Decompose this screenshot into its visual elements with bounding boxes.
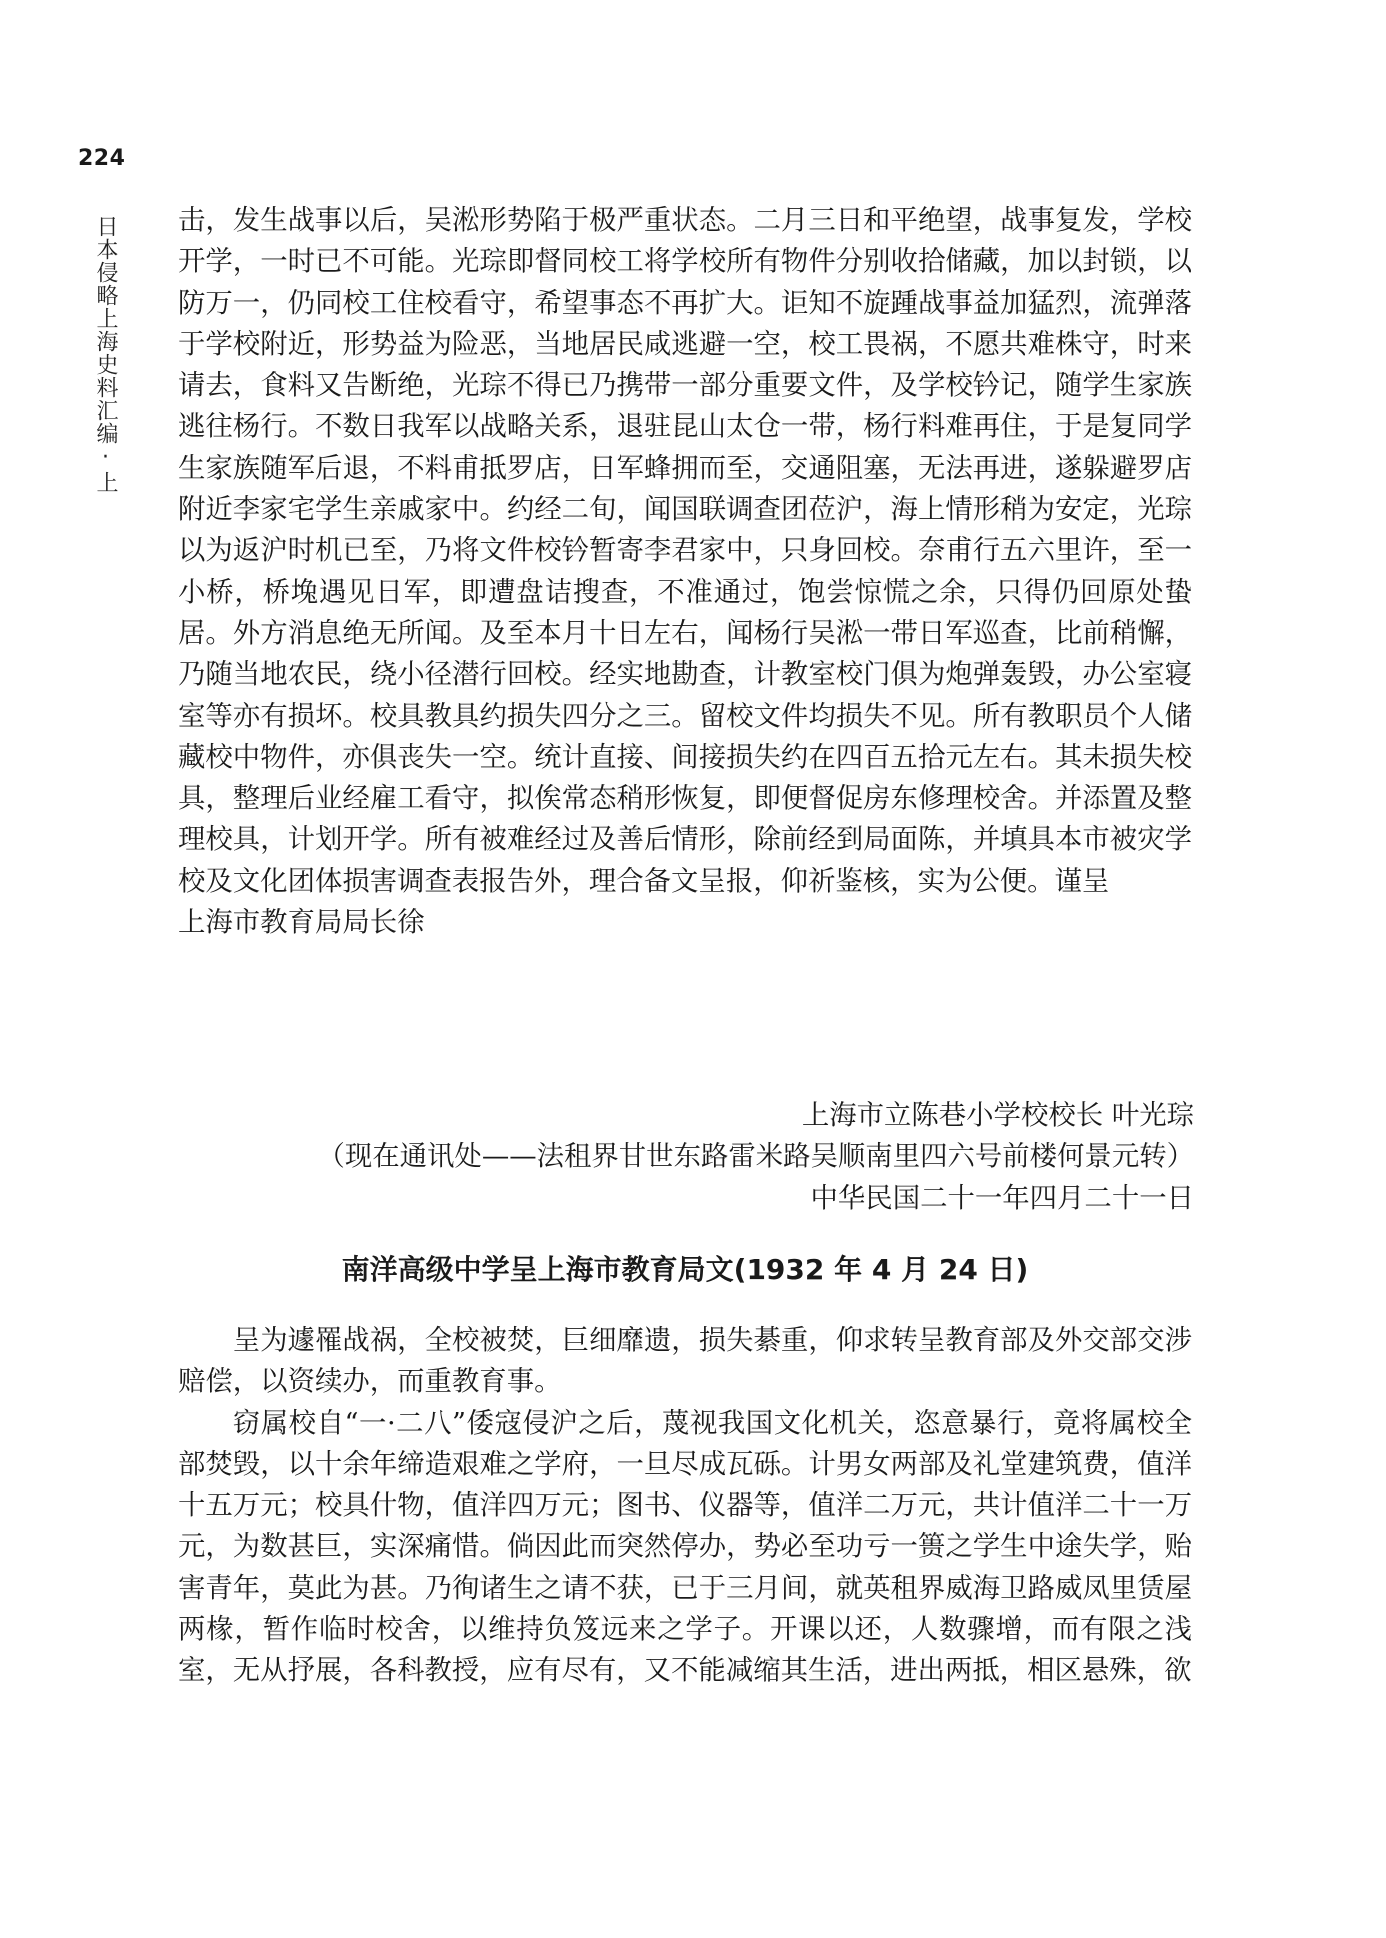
letter-1-signature: 上海市立陈巷小学校校长 叶光琮 (801, 1100, 1194, 1131)
letter-1-body: 击，发生战事以后，吴淞形势陷于极严重状态。二月三日和平绝望，战事复发，学校开学，一时已不可能。光琮即督同校工将学校所有物件分别收拾储藏，加以封锁，以防万一，仍同校工住校看守，希望事态不再扩大。讵知不旋踵战事益加猛烈，流弹落于学校附近，形势益为险恶，当地居民咸逃避一空，校工畏祸，不愿共难株守，时来请去，食料又告断绝，光琮不得已乃携带一部分重要文件，及学校钤记，随学生家族逃往杨行。不数日我军以战略关系，退驻昆山太仓一带，杨行料难再住，于是复同学生家族随军后退，不料甫抵罗店，日军蜂拥而至，交通阻塞，无法再进，遂躲避罗店附近李家宅学生亲戚家中。约经二旬，闻国联调查团莅沪，海上情形稍为安定，光琮以为返沪时机已至，乃将文件校钤暂寄李君家中，只身回校。奈甫行五六里许，至一小桥，桥堍遇见日军，即遭盘诘搜查，不准通过，饱尝惊慌之余，只得仍回原处蛰居。外方消息绝无所闻。及至本月十日左右，闻杨行吴淞一带日军巡查，比前稍懈，乃随当地农民，绕小径潜行回校。经实地勘查，计教室校门俱为炮弹轰毁，办公室寝室等亦有损坏。校具教具约损失四分之三。留校文件均损失不见。所有教职员个人储藏校中物件，亦俱丧失一空。统计直接、间接损失约在四百五拾元左右。其未损失校具，整理后业经雇工看守，拟俟常态稍形恢复，即便督促房东修理校舍。并添置及整理校具，计划开学。所有被难经过及善后情形，除前经到局面陈，并填具本市被灾学校及文化团体损害调查表报告外，理合备文呈报，仰祈鉴核，实为公便。谨呈 (178, 205, 1192, 897)
letter-1-contact: （现在通讯处——法租界甘世东路雷米路吴顺南里四六号前楼何景元转） (317, 1141, 1194, 1173)
running-head: 日本侵略上海史料汇编·上 (93, 215, 118, 494)
letter-1-addressee: 上海市教育局局长徐 (178, 907, 425, 939)
letter-1-date: 中华民国二十一年四月二十一日 (810, 1182, 1194, 1214)
letter-2 (178, 1320, 1192, 1692)
page-number: 224 (78, 146, 126, 171)
letter-2-summary: 呈为遽罹战祸，全校被焚，巨细靡遗，损失綦重，仰求转呈教育部及外交部交涉赔偿，以资续办，而重教育事。 (178, 1325, 1192, 1398)
letter-2-title: 南洋高级中学呈上海市教育局文(1932 年 4 月 24 日) (341, 1253, 1029, 1286)
letter-1 (178, 200, 1192, 943)
letter-2-body: 窃属校自“一·二八”倭寇侵沪之后，蔑视我国文化机关，恣意暴行，竟将属校全部焚毁，以十余年缔造艰难之学府，一旦尽成瓦砾。计男女两部及礼堂建筑费，值洋十五万元；校具什物，值洋四万元；图书、仪器等，值洋二万元，共计值洋二十一万元，为数甚巨，实深痛惜。倘因此而突然停办，势必至功亏一篑之学生中途失学，贻害青年，莫此为甚。乃徇诸生之请不获，已于三月间，就英租界威海卫路威凤里赁屋两椽，暂作临时校舍，以维持负笈远来之学子。开课以还，人数骤增，而有限之浅室，无从抒展，各科教授，应有尽有，又不能减缩其生活，进出两抵，相区悬殊，欲 (178, 1407, 1192, 1687)
letter-1-signature-block (180, 1095, 1194, 1219)
